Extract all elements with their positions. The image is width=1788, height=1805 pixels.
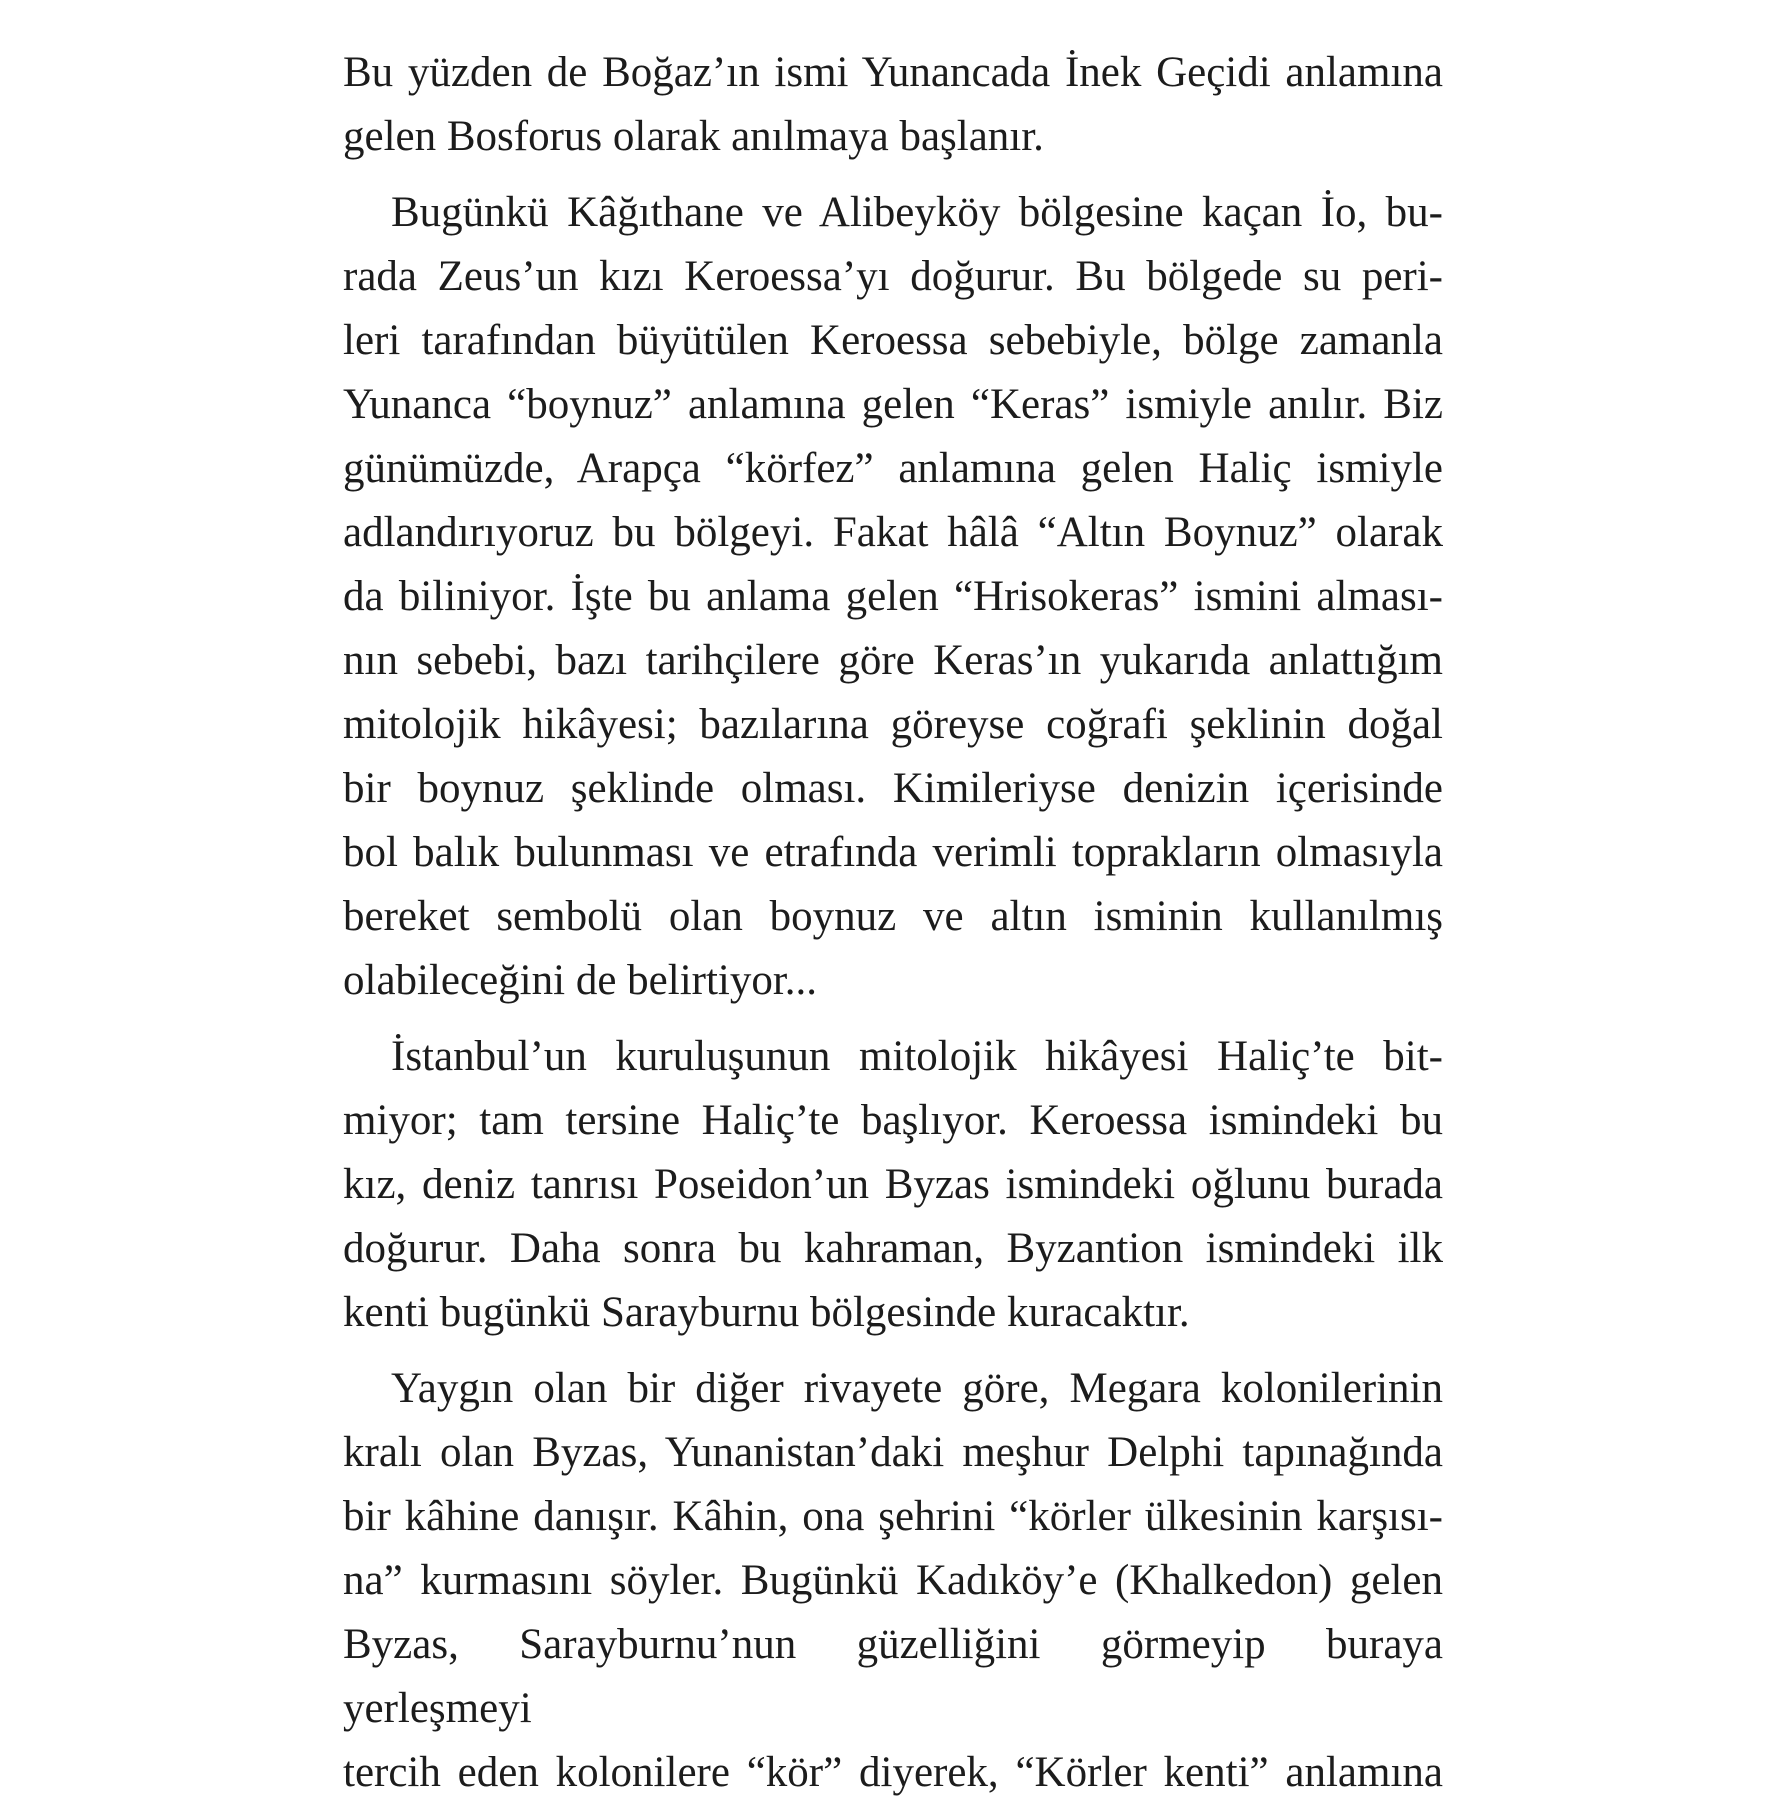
text-line: Byzas, Sarayburnu’nun güzelliğini görmeyip buraya yerleşmeyi: [343, 1621, 1443, 1732]
text-line: mitolojik hikâyesi; bazılarına göreyse coğrafi şeklinin doğal: [343, 701, 1443, 748]
text-line: na” kurmasını söyler. Bugünkü Kadıköy’e (Khalkedon) gelen: [343, 1557, 1443, 1604]
text-line: Bugünkü Kâğıthane ve Alibeyköy bölgesine kaçan İo, bu-: [391, 189, 1443, 236]
text-line: rada Zeus’un kızı Keroessa’yı doğurur. Bu bölgede su peri-: [343, 253, 1443, 300]
text-line: nın sebebi, bazı tarihçilere göre Keras’ın yukarıda anlattığım: [343, 637, 1443, 684]
text-line: kız, deniz tanrısı Poseidon’un Byzas ismindeki oğlunu burada: [343, 1161, 1443, 1208]
paragraph: [343, 1025, 1443, 1345]
text-line: bol balık bulunması ve etrafında verimli toprakların olmasıyla: [343, 829, 1443, 876]
text-line: Yaygın olan bir diğer rivayete göre, Megara kolonilerinin: [391, 1365, 1443, 1412]
text-line: Yunanca “boynuz” anlamına gelen “Keras” ismiyle anılır. Biz: [343, 381, 1443, 428]
text-line: tercih eden kolonilere “kör” diyerek, “Körler kenti” anlamına: [343, 1749, 1443, 1796]
text-line: Bu yüzden de Boğaz’ın ismi Yunancada İnek Geçidi anlamına: [343, 49, 1443, 96]
text-line: kralı olan Byzas, Yunanistan’daki meşhur Delphi tapınağında: [343, 1429, 1443, 1476]
paragraph: [343, 1357, 1443, 1805]
text-line: doğurur. Daha sonra bu kahraman, Byzantion ismindeki ilk: [343, 1225, 1443, 1272]
paragraph: [343, 181, 1443, 1013]
text-line: günümüzde, Arapça “körfez” anlamına gelen Haliç ismiyle: [343, 445, 1443, 492]
text-line: miyor; tam tersine Haliç’te başlıyor. Keroessa ismindeki bu: [343, 1097, 1443, 1144]
text-line: bir boynuz şeklinde olması. Kimileriyse denizin içerisinde: [343, 765, 1443, 812]
text-line: olabileceğini de belirtiyor...: [343, 957, 818, 1004]
text-line: da biliniyor. İşte bu anlama gelen “Hrisokeras” ismini alması-: [343, 573, 1443, 620]
text-line: bir kâhine danışır. Kâhin, ona şehrini “körler ülkesinin karşısı-: [343, 1493, 1443, 1540]
text-block: [343, 41, 1443, 1805]
text-line: İstanbul’un kuruluşunun mitolojik hikâyesi Haliç’te bit-: [391, 1033, 1443, 1080]
text-line: gelen Bosforus olarak anılmaya başlanır.: [343, 113, 1044, 160]
text-line: kenti bugünkü Sarayburnu bölgesinde kuracaktır.: [343, 1289, 1190, 1336]
text-line: adlandırıyoruz bu bölgeyi. Fakat hâlâ “Altın Boynuz” olarak: [343, 509, 1443, 556]
paragraph: [343, 41, 1443, 169]
text-line: leri tarafından büyütülen Keroessa sebebiyle, bölge zamanla: [343, 317, 1443, 364]
text-line: bereket sembolü olan boynuz ve altın isminin kullanılmış: [343, 893, 1443, 940]
